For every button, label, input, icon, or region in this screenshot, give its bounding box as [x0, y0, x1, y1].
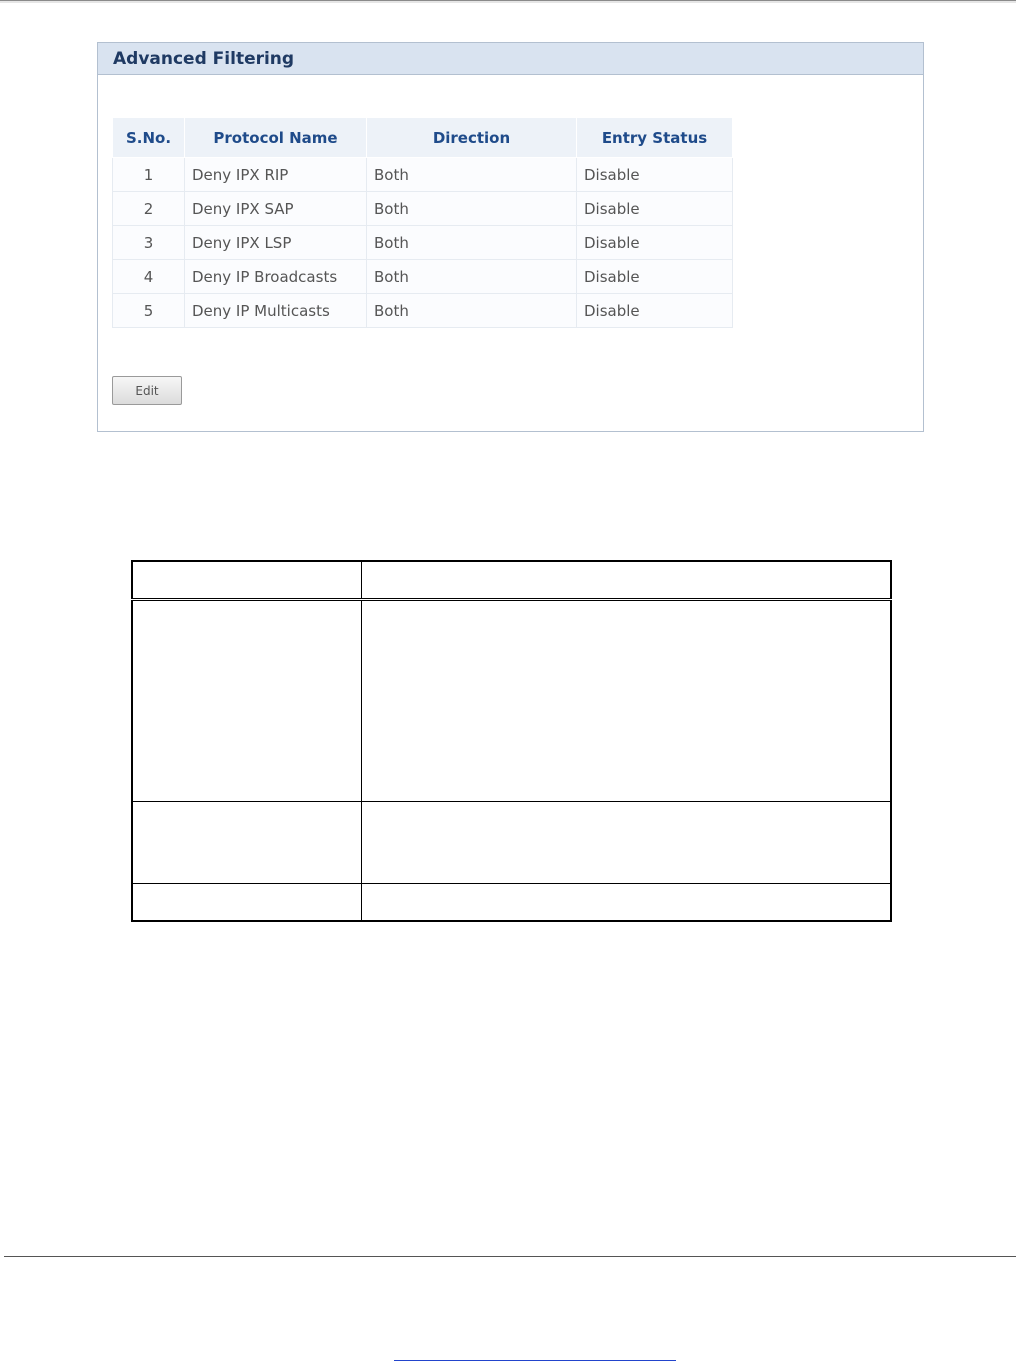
advanced-filtering-panel	[97, 42, 924, 432]
description-label-cell	[132, 884, 361, 921]
description-text-cell	[361, 802, 891, 884]
cell-direction: Both	[367, 294, 577, 328]
footer-rule	[4, 1256, 1016, 1257]
description-label-cell	[132, 600, 361, 802]
column-header-protocol-name: Protocol Name	[185, 118, 367, 158]
cell-protocol-name: Deny IP Multicasts	[185, 294, 367, 328]
table-row	[113, 260, 733, 294]
cell-entry-status: Disable	[577, 260, 733, 294]
table-row	[113, 294, 733, 328]
cell-entry-status: Disable	[577, 294, 733, 328]
column-header-direction: Direction	[367, 118, 577, 158]
cell-direction: Both	[367, 226, 577, 260]
cell-protocol-name: Deny IP Broadcasts	[185, 260, 367, 294]
cell-entry-status: Disable	[577, 158, 733, 192]
description-table-row	[132, 600, 891, 802]
description-table-header-row	[132, 561, 891, 600]
cell-sno: 4	[113, 260, 185, 294]
cell-direction: Both	[367, 260, 577, 294]
description-label-cell	[132, 802, 361, 884]
description-table	[131, 560, 892, 922]
footer-link-underline[interactable]	[394, 1360, 676, 1361]
edit-button[interactable]: Edit	[112, 376, 182, 405]
top-rule-shade	[0, 1, 1016, 3]
cell-direction: Both	[367, 192, 577, 226]
panel-header	[98, 43, 923, 75]
description-text-cell	[361, 600, 891, 802]
cell-protocol-name: Deny IPX LSP	[185, 226, 367, 260]
cell-sno: 1	[113, 158, 185, 192]
panel-title: Advanced Filtering	[113, 49, 295, 69]
cell-entry-status: Disable	[577, 226, 733, 260]
description-header-description-cell	[361, 561, 891, 600]
cell-direction: Both	[367, 158, 577, 192]
cell-protocol-name: Deny IPX SAP	[185, 192, 367, 226]
description-header-label-cell	[132, 561, 361, 600]
table-row	[113, 158, 733, 192]
cell-sno: 3	[113, 226, 185, 260]
cell-sno: 5	[113, 294, 185, 328]
description-table-row	[132, 802, 891, 884]
cell-protocol-name: Deny IPX RIP	[185, 158, 367, 192]
table-header-row	[113, 118, 733, 158]
description-table-row	[132, 884, 891, 921]
column-header-entry-status: Entry Status	[577, 118, 733, 158]
filter-table	[112, 117, 733, 328]
description-text-cell	[361, 884, 891, 921]
table-row	[113, 192, 733, 226]
cell-sno: 2	[113, 192, 185, 226]
column-header-sno: S.No.	[113, 118, 185, 158]
cell-entry-status: Disable	[577, 192, 733, 226]
table-row	[113, 226, 733, 260]
